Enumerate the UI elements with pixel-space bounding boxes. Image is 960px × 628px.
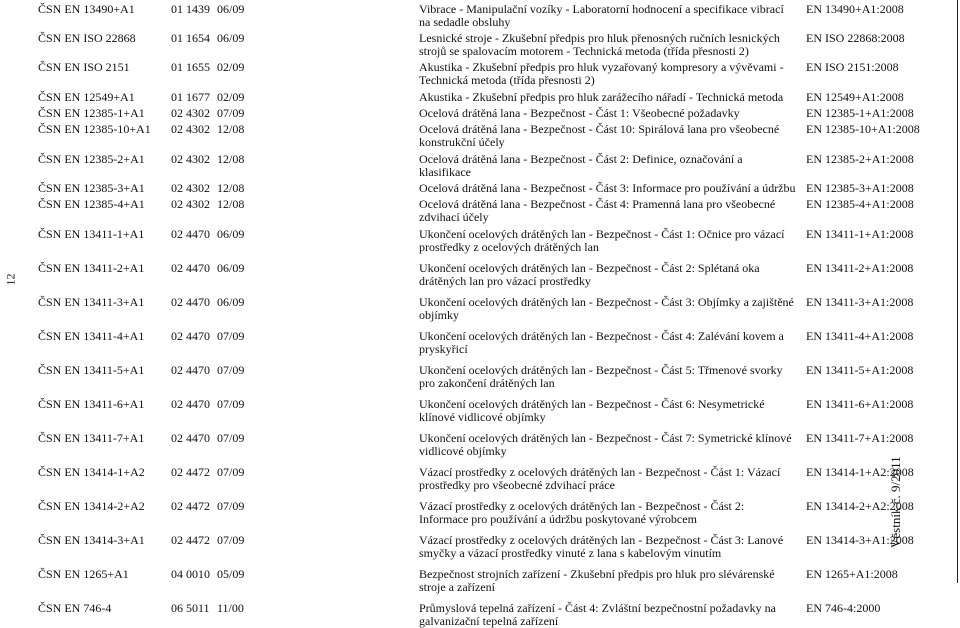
standard-title: Ukončení ocelových drátěných lan - Bezpečnost - Část 2: Splétaná oka drátěných lan pro vázací prostředky [419, 261, 760, 288]
table-row [38, 330, 918, 356]
class-code: 02 4302 [171, 197, 210, 211]
replaced-standard: EN 12549+A1:2008 [806, 90, 904, 104]
class-code: 02 4302 [171, 152, 210, 166]
class-code: 01 1677 [171, 90, 210, 104]
class-code: 02 4302 [171, 122, 210, 136]
standard-number: ČSN EN 13414-2+A2 [38, 499, 145, 513]
standard-number: ČSN EN 13411-5+A1 [38, 363, 145, 377]
issue-date: 06/09 [217, 227, 245, 241]
class-code: 02 4302 [171, 106, 210, 120]
replaced-standard: EN 746-4:2000 [806, 601, 881, 615]
class-code: 04 0010 [171, 567, 210, 581]
issue-date: 12/08 [217, 152, 245, 166]
standard-number: ČSN EN 12385-4+A1 [38, 197, 145, 211]
table-row [38, 296, 918, 322]
replaced-standard: EN 13411-2+A1:2008 [806, 261, 914, 275]
standard-number: ČSN EN ISO 2151 [38, 60, 130, 74]
issue-date: 07/09 [217, 533, 245, 547]
standard-title: Ocelová drátěná lana - Bezpečnost - Část 3: Informace pro používání a údržbu [419, 181, 796, 195]
table-row [38, 398, 918, 424]
replaced-standard: EN 13411-6+A1:2008 [806, 397, 914, 411]
issue-date: 02/09 [217, 90, 245, 104]
issue-date: 07/09 [217, 465, 245, 479]
table-row [38, 123, 918, 149]
standard-number: ČSN EN 12385-1+A1 [38, 106, 145, 120]
right-margin-rule [957, 0, 958, 583]
standard-title: Ukončení ocelových drátěných lan - Bezpečnost - Část 5: Třmenové svorky pro zakončení drátěných lan [419, 363, 783, 390]
standard-number: ČSN EN 13411-4+A1 [38, 329, 145, 343]
table-row [38, 91, 918, 104]
standard-number: ČSN EN 13411-6+A1 [38, 397, 145, 411]
issue-date: 06/09 [217, 31, 245, 45]
table-row [38, 32, 918, 58]
issue-date: 07/09 [217, 329, 245, 343]
issue-date: 11/00 [217, 601, 244, 615]
class-code: 02 4470 [171, 295, 210, 309]
replaced-standard: EN 13411-3+A1:2008 [806, 295, 914, 309]
replaced-standard: EN 1265+A1:2008 [806, 567, 898, 581]
standard-title: Ocelová drátěná lana - Bezpečnost - Část 4: Pramenná lana pro všeobecné zdvihací účely [419, 197, 776, 224]
issue-date: 06/09 [217, 2, 245, 16]
standard-number: ČSN EN 12385-2+A1 [38, 152, 145, 166]
issue-date: 05/09 [217, 567, 245, 581]
standard-number: ČSN EN 13411-3+A1 [38, 295, 145, 309]
replaced-standard: EN 12385-4+A1:2008 [806, 197, 914, 211]
journal-issue: Věstník č. 9/2011 [888, 456, 903, 548]
table-row [38, 568, 918, 594]
page-number: 12 [3, 273, 18, 286]
issue-date: 07/09 [217, 363, 245, 377]
standard-title: Bezpečnost strojních zařízení - Zkušební předpis pro hluk pro slévárenské stroje a zařízení [419, 567, 775, 594]
class-code: 01 1654 [171, 31, 210, 45]
issue-date: 12/08 [217, 197, 245, 211]
issue-date: 12/08 [217, 181, 245, 195]
standard-number: ČSN EN 1265+A1 [38, 567, 129, 581]
table-row [38, 500, 918, 526]
replaced-standard: EN 12385-1+A1:2008 [806, 106, 914, 120]
standard-number: ČSN EN 746-4 [38, 601, 112, 615]
standard-title: Ocelová drátěná lana - Bezpečnost - Část 10: Spirálová lana pro všeobecné konstrukční účely [419, 122, 780, 149]
issue-date: 12/08 [217, 122, 245, 136]
table-row [38, 364, 918, 390]
standard-title: Vibrace - Manipulační vozíky - Laboratorní hodnocení a specifikace vibrací na sedadle obsluhy [419, 2, 784, 29]
class-code: 06 5011 [171, 601, 210, 615]
table-row [38, 198, 918, 224]
class-code: 02 4302 [171, 181, 210, 195]
replaced-standard: EN 13490+A1:2008 [806, 2, 904, 16]
table-row [38, 107, 918, 120]
table-row [38, 182, 918, 195]
class-code: 01 1655 [171, 60, 210, 74]
issue-date: 06/09 [217, 261, 245, 275]
replaced-standard: EN 13414-2+A2:2008 [806, 499, 914, 513]
table-row [38, 432, 918, 458]
issue-date: 07/09 [217, 499, 245, 513]
replaced-standard: EN 12385-3+A1:2008 [806, 181, 914, 195]
standard-title: Akustika - Zkušební předpis pro hluk zarážecího nářadí - Technická metoda [419, 90, 784, 104]
replaced-standard: EN 12385-2+A1:2008 [806, 152, 914, 166]
standard-number: ČSN EN 13411-7+A1 [38, 431, 145, 445]
table-row [38, 534, 918, 560]
issue-date: 02/09 [217, 60, 245, 74]
standards-table [38, 3, 918, 628]
table-row [38, 602, 918, 628]
replaced-standard: EN 13411-1+A1:2008 [806, 227, 914, 241]
replaced-standard: EN 13411-4+A1:2008 [806, 329, 914, 343]
class-code: 02 4472 [171, 533, 210, 547]
replaced-standard: EN 13414-3+A1:2008 [806, 533, 914, 547]
standard-title: Vázací prostředky z ocelových drátěných lan - Bezpečnost - Část 1: Vázací prostředky pro všeobecné zdvihací práce [419, 465, 781, 492]
table-row [38, 262, 918, 288]
standard-number: ČSN EN ISO 22868 [38, 31, 136, 45]
standard-title: Ukončení ocelových drátěných lan - Bezpečnost - Část 6: Nesymetrické klínové vidlicové objímky [419, 397, 765, 424]
standard-title: Ukončení ocelových drátěných lan - Bezpečnost - Část 7: Symetrické klínové vidlicové objímky [419, 431, 792, 458]
standard-number: ČSN EN 13414-3+A1 [38, 533, 145, 547]
standard-number: ČSN EN 13411-2+A1 [38, 261, 145, 275]
standard-title: Ocelová drátěná lana - Bezpečnost - Část 2: Definice, označování a klasifikace [419, 152, 743, 179]
standard-title: Ukončení ocelových drátěných lan - Bezpečnost - Část 3: Objímky a zajištěné objímky [419, 295, 794, 322]
class-code: 02 4472 [171, 499, 210, 513]
standard-number: ČSN EN 12385-10+A1 [38, 122, 151, 136]
class-code: 02 4470 [171, 431, 210, 445]
standard-title: Průmyslová tepelná zařízení - Část 4: Zvláštní bezpečnostní požadavky na galvanizační tepelná zařízení [419, 601, 776, 628]
standard-title: Lesnické stroje - Zkušební předpis pro hluk přenosných ručních lesnických strojů se spalovacím motorem - Technická metoda (třída přesnosti 2) [419, 31, 780, 58]
class-code: 02 4472 [171, 465, 210, 479]
class-code: 02 4470 [171, 329, 210, 343]
issue-date: 07/09 [217, 106, 245, 120]
standard-title: Vázací prostředky z ocelových drátěných lan - Bezpečnost - Část 2: Informace pro používání a údržbu poskytované výrobcem [419, 499, 745, 526]
standard-number: ČSN EN 13411-1+A1 [38, 227, 145, 241]
replaced-standard: EN 13414-1+A2:2008 [806, 465, 914, 479]
table-row [38, 466, 918, 492]
standard-title: Ukončení ocelových drátěných lan - Bezpečnost - Část 1: Očnice pro vázací prostředky z ocelových drátěných lan [419, 227, 785, 254]
replaced-standard: EN ISO 2151:2008 [806, 60, 899, 74]
issue-date: 07/09 [217, 431, 245, 445]
table-row [38, 228, 918, 254]
table-row [38, 61, 918, 87]
issue-date: 06/09 [217, 295, 245, 309]
standard-title: Vázací prostředky z ocelových drátěných lan - Bezpečnost - Část 3: Lanové smyčky a vázací prostředky vinuté z lana s kabelovým vinutím [419, 533, 784, 560]
class-code: 02 4470 [171, 227, 210, 241]
standard-number: ČSN EN 13490+A1 [38, 2, 135, 16]
replaced-standard: EN 12385-10+A1:2008 [806, 122, 920, 136]
standard-number: ČSN EN 12385-3+A1 [38, 181, 145, 195]
replaced-standard: EN ISO 22868:2008 [806, 31, 905, 45]
standard-title: Ukončení ocelových drátěných lan - Bezpečnost - Část 4: Zalévání kovem a pryskyřicí [419, 329, 784, 356]
standard-number: ČSN EN 13414-1+A2 [38, 465, 145, 479]
standard-title: Ocelová drátěná lana - Bezpečnost - Část 1: Všeobecné požadavky [419, 106, 740, 120]
standard-title: Akustika - Zkušební předpis pro hluk vyzařovaný kompresory a vývěvami - Technická metoda (třída přesnosti 2) [419, 60, 784, 87]
replaced-standard: EN 13411-7+A1:2008 [806, 431, 914, 445]
class-code: 02 4470 [171, 261, 210, 275]
replaced-standard: EN 13411-5+A1:2008 [806, 363, 914, 377]
table-row [38, 153, 918, 179]
class-code: 02 4470 [171, 397, 210, 411]
class-code: 02 4470 [171, 363, 210, 377]
class-code: 01 1439 [171, 2, 210, 16]
issue-date: 07/09 [217, 397, 245, 411]
standard-number: ČSN EN 12549+A1 [38, 90, 135, 104]
table-row [38, 3, 918, 29]
